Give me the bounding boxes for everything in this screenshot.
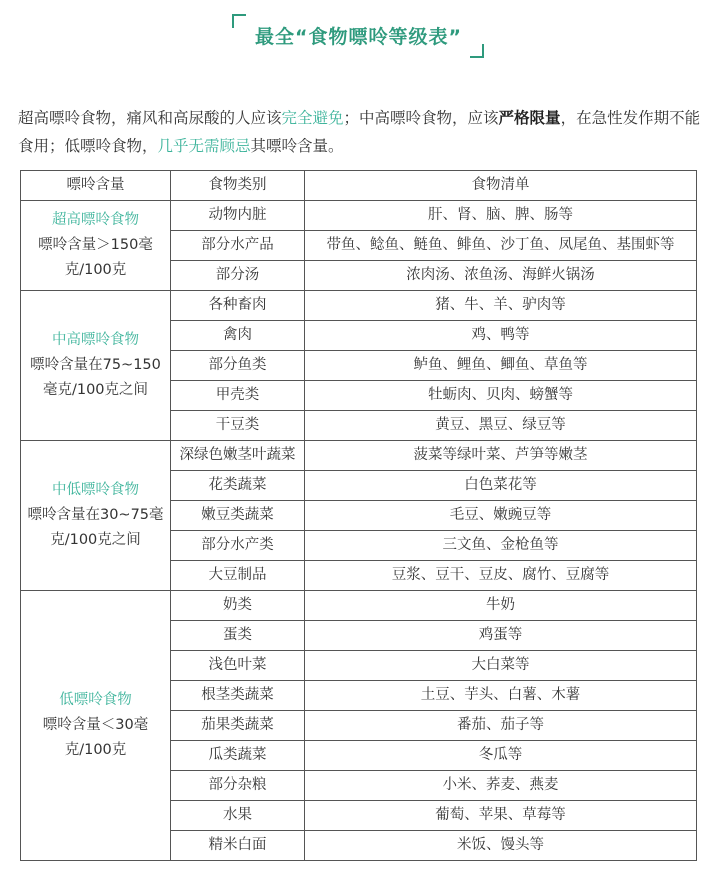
level-cell — [21, 291, 171, 441]
intro-text-1: 超高嘌呤食物，痛风和高尿酸的人应该 — [18, 108, 282, 127]
foods-cell: 番茄、茄子等 — [305, 711, 697, 741]
purine-table — [20, 170, 697, 861]
category-cell: 根茎类蔬菜 — [171, 681, 305, 711]
table-row — [21, 291, 697, 321]
intro-text-3: ，在急性发作期不能食用；低嘌呤食物， — [18, 108, 701, 155]
category-cell: 蛋类 — [171, 621, 305, 651]
level-cell — [21, 441, 171, 591]
category-cell: 瓜类蔬菜 — [171, 741, 305, 771]
foods-cell: 黄豆、黑豆、绿豆等 — [305, 411, 697, 441]
foods-cell: 葡萄、苹果、草莓等 — [305, 801, 697, 831]
table-row — [21, 441, 697, 471]
level-cell — [21, 591, 171, 861]
foods-cell: 肝、肾、脑、脾、肠等 — [305, 201, 697, 231]
category-cell: 各种畜肉 — [171, 291, 305, 321]
foods-cell: 牛奶 — [305, 591, 697, 621]
level-range: 嘌呤含量在75~150毫克/100克之间 — [30, 357, 161, 398]
intro-text-4: 其嘌呤含量。 — [250, 136, 344, 155]
category-cell: 干豆类 — [171, 411, 305, 441]
level-range: 嘌呤含量在30~75毫克/100克之间 — [27, 507, 164, 548]
level-name: 中高嘌呤食物 — [52, 332, 139, 348]
foods-cell: 大白菜等 — [305, 651, 697, 681]
table-header-row — [21, 171, 697, 201]
category-cell: 部分汤 — [171, 261, 305, 291]
foods-cell: 鸡蛋等 — [305, 621, 697, 651]
category-cell: 奶类 — [171, 591, 305, 621]
category-cell: 花类蔬菜 — [171, 471, 305, 501]
foods-cell: 鸡、鸭等 — [305, 321, 697, 351]
foods-cell: 冬瓜等 — [305, 741, 697, 771]
intro-text-2: ；中高嘌呤食物，应该 — [343, 108, 499, 127]
table-row — [21, 591, 697, 621]
foods-cell: 土豆、芋头、白薯、木薯 — [305, 681, 697, 711]
intro-highlight-limit: 严格限量 — [498, 108, 561, 127]
foods-cell: 牡蛎肉、贝肉、螃蟹等 — [305, 381, 697, 411]
foods-cell: 小米、荞麦、燕麦 — [305, 771, 697, 801]
foods-cell: 三文鱼、金枪鱼等 — [305, 531, 697, 561]
header-purine-content: 嘌呤含量 — [21, 171, 171, 201]
corner-bracket-bottom-right — [470, 44, 484, 58]
table-row — [21, 201, 697, 231]
intro-highlight-no-worry: 几乎无需顾忌 — [157, 136, 251, 155]
foods-cell: 带鱼、鲶鱼、鲢鱼、鲱鱼、沙丁鱼、凤尾鱼、基围虾等 — [305, 231, 697, 261]
foods-cell: 浓肉汤、浓鱼汤、海鲜火锅汤 — [305, 261, 697, 291]
foods-cell: 白色菜花等 — [305, 471, 697, 501]
level-name: 低嘌呤食物 — [59, 692, 132, 708]
category-cell: 部分水产类 — [171, 531, 305, 561]
level-range: 嘌呤含量＞150毫克/100克 — [38, 237, 153, 278]
category-cell: 大豆制品 — [171, 561, 305, 591]
category-cell: 禽肉 — [171, 321, 305, 351]
foods-cell: 米饭、馒头等 — [305, 831, 697, 861]
foods-cell: 猪、牛、羊、驴肉等 — [305, 291, 697, 321]
category-cell: 甲壳类 — [171, 381, 305, 411]
category-cell: 动物内脏 — [171, 201, 305, 231]
level-range: 嘌呤含量＜30毫克/100克 — [42, 717, 149, 758]
category-cell: 部分水产品 — [171, 231, 305, 261]
category-cell: 水果 — [171, 801, 305, 831]
category-cell: 深绿色嫩茎叶蔬菜 — [171, 441, 305, 471]
intro-highlight-avoid: 完全避免 — [281, 108, 344, 127]
foods-cell: 菠菜等绿叶菜、芦笋等嫩茎 — [305, 441, 697, 471]
header-food-list: 食物清单 — [305, 171, 697, 201]
category-cell: 浅色叶菜 — [171, 651, 305, 681]
foods-cell: 毛豆、嫩豌豆等 — [305, 501, 697, 531]
level-cell — [21, 201, 171, 291]
intro-paragraph — [18, 104, 702, 160]
category-cell: 部分鱼类 — [171, 351, 305, 381]
foods-cell: 豆浆、豆干、豆皮、腐竹、豆腐等 — [305, 561, 697, 591]
category-cell: 茄果类蔬菜 — [171, 711, 305, 741]
title-block — [0, 14, 717, 60]
level-name: 中低嘌呤食物 — [52, 482, 139, 498]
page-title: 最全“食物嘌呤等级表” — [255, 26, 462, 48]
foods-cell: 鲈鱼、鲤鱼、鲫鱼、草鱼等 — [305, 351, 697, 381]
category-cell: 精米白面 — [171, 831, 305, 861]
category-cell: 嫩豆类蔬菜 — [171, 501, 305, 531]
category-cell: 部分杂粮 — [171, 771, 305, 801]
level-name: 超高嘌呤食物 — [52, 212, 139, 228]
header-food-category: 食物类别 — [171, 171, 305, 201]
